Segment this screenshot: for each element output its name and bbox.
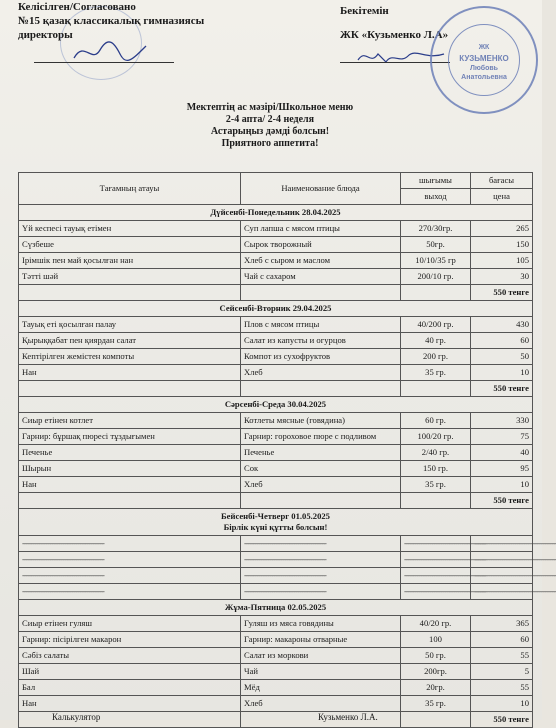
dish-price: 50: [471, 349, 533, 365]
dish-yield: 60 гр.: [401, 413, 471, 429]
company-stamp: [430, 6, 538, 114]
dish-yield: 10/10/35 гр: [401, 253, 471, 269]
col-price-kz: бағасы: [471, 173, 533, 189]
table-row: [19, 413, 533, 429]
dish-yield: 40/200 гр.: [401, 317, 471, 333]
dish-name-ru: Мёд: [241, 680, 401, 696]
dash-cell: --------------------------------------------: [471, 536, 533, 552]
empty-cell: [19, 493, 241, 509]
dish-name-ru: Чай с сахаром: [241, 269, 401, 285]
table-row: [19, 221, 533, 237]
dish-name-kz: Гарнир: бұршақ пюресі тұздығымен: [19, 429, 241, 445]
col-ru-name: Наименование блюда: [241, 173, 401, 205]
dish-yield: 100/20 гр.: [401, 429, 471, 445]
menu-greeting-ru: Приятного аппетита!: [221, 138, 319, 149]
day-header-row: [19, 301, 533, 317]
day-title-text: Сейсенбі-Вторник 29.04.2025: [219, 303, 332, 313]
dash-cell: --------------------------------------------: [241, 536, 401, 552]
empty-cell: [241, 381, 401, 397]
dish-name-kz: Сиыр етінен котлет: [19, 413, 241, 429]
approved-label: Келісілген/Согласовано: [18, 1, 136, 13]
dish-price: 10: [471, 696, 533, 712]
table-row: [19, 445, 533, 461]
dish-name-kz: Нан: [19, 365, 241, 381]
dish-price: 430: [471, 317, 533, 333]
dish-price: 55: [471, 680, 533, 696]
table-row: [19, 648, 533, 664]
dish-price: 105: [471, 253, 533, 269]
empty-cell: [401, 712, 471, 728]
dish-yield: 270/30гр.: [401, 221, 471, 237]
dish-price: 30: [471, 269, 533, 285]
dish-price: 10: [471, 365, 533, 381]
dish-price: 330: [471, 413, 533, 429]
dish-name-ru: Суп лапша с мясом птицы: [241, 221, 401, 237]
dish-name-ru: Котлеты мясные (говядина): [241, 413, 401, 429]
table-row: [19, 365, 533, 381]
day-title: [19, 397, 533, 413]
dish-name-ru: Салат из моркови: [241, 648, 401, 664]
dash-cell: --------------------------------------------: [471, 552, 533, 568]
table-row: [19, 269, 533, 285]
dash-cell: --------------------------------------------: [401, 568, 471, 584]
empty-cell: [401, 381, 471, 397]
school-name: №15 қазақ классикалық гимназиясы: [18, 15, 205, 27]
day-total: 550 тенге: [471, 493, 533, 509]
day-title-text: Бейсенбі-Четверг 01.05.2025: [221, 511, 330, 521]
day-title: [19, 600, 533, 616]
dish-price: 150: [471, 237, 533, 253]
menu-table: [18, 172, 556, 728]
dash-cell: --------------------------------------------: [241, 552, 401, 568]
dish-price: 5: [471, 664, 533, 680]
table-row: [19, 461, 533, 477]
menu-greeting-kz: Астарыңыз дәмді болсын!: [210, 126, 330, 137]
empty-cell: [401, 285, 471, 301]
dish-name-kz: Сиыр етінен гуляш: [19, 616, 241, 632]
dish-yield: 35 гр.: [401, 365, 471, 381]
dash-cell: --------------------------------------------: [401, 552, 471, 568]
dish-name-kz: Сүзбеше: [19, 237, 241, 253]
dish-price: 10: [471, 477, 533, 493]
dish-name-kz: Печенье: [19, 445, 241, 461]
table-header-row: [19, 173, 533, 189]
day-header-row: [19, 509, 533, 536]
dish-name-kz: Нан: [19, 696, 241, 712]
dish-name-kz: Қырыққабат пен қиярдан салат: [19, 333, 241, 349]
menu-body: [19, 205, 556, 728]
dash-cell: --------------------------------------------: [19, 536, 241, 552]
dish-price: 95: [471, 461, 533, 477]
day-header-row: [19, 205, 533, 221]
empty-cell: [19, 285, 241, 301]
dish-yield: 2/40 гр.: [401, 445, 471, 461]
dish-yield: 200/10 гр.: [401, 269, 471, 285]
dish-name-ru: Плов с мясом птицы: [241, 317, 401, 333]
total-row: [19, 493, 533, 509]
dash-cell: --------------------------------------------: [471, 568, 533, 584]
table-row: [19, 616, 533, 632]
footer-calculator: Калькулятор: [52, 712, 101, 722]
dish-yield: 40/20 гр.: [401, 616, 471, 632]
dish-yield: 35 гр.: [401, 696, 471, 712]
dish-name-ru: Чай: [241, 664, 401, 680]
day-title-text: Сәрсенбі-Среда 30.04.2025: [224, 399, 327, 409]
dish-name-ru: Салат из капусты и огурцов: [241, 333, 401, 349]
dish-name-ru: Гуляш из мяса говядины: [241, 616, 401, 632]
dash-cell: --------------------------------------------: [19, 552, 241, 568]
menu-week: 2-4 апта/ 2-4 неделя: [225, 114, 315, 125]
stamp-text: Любовь: [469, 65, 498, 72]
dish-yield: 100: [401, 632, 471, 648]
approval-block-right: [340, 4, 448, 42]
entrepreneur-name: ЖК «Кузьменко Л.А»: [340, 29, 449, 41]
dish-name-kz: Шырын: [19, 461, 241, 477]
menu-title-line: Мектептің ас мәзірі/Школьное меню: [186, 102, 354, 113]
empty-cell: [241, 493, 401, 509]
dish-name-ru: Сырок творожный: [241, 237, 401, 253]
dish-name-kz: Үй кеспесі тауық етімен: [19, 221, 241, 237]
dish-name-ru: Гарнир: гороховое пюре с подливом: [241, 429, 401, 445]
empty-cell: [241, 285, 401, 301]
day-header-row: [19, 600, 533, 616]
dish-price: 40: [471, 445, 533, 461]
day-title-text: Жұма-Пятница 02.05.2025: [224, 602, 327, 612]
stamp-text: ЖК: [478, 44, 490, 51]
signature-line-left: [34, 62, 174, 63]
dish-yield: 200гр.: [401, 664, 471, 680]
table-row: [19, 632, 533, 648]
day-title: [19, 509, 533, 536]
dish-name-kz: Сәбіз салаты: [19, 648, 241, 664]
total-row: [19, 285, 533, 301]
table-row: [19, 237, 533, 253]
dash-cell: --------------------------------------------: [401, 584, 471, 600]
day-total: 550 тенге: [471, 381, 533, 397]
col-price-ru: цена: [471, 189, 533, 205]
stamp-text: КУЗЬМЕНКО: [459, 54, 509, 63]
dish-name-kz: Гарнир: пісірілген макарон: [19, 632, 241, 648]
dash-cell: --------------------------------------------: [471, 584, 533, 600]
dish-yield: 50 гр.: [401, 648, 471, 664]
dish-name-kz: Нан: [19, 477, 241, 493]
dish-name-kz: Кептірілген жемістен компоты: [19, 349, 241, 365]
dish-yield: 200 гр.: [401, 349, 471, 365]
day-total: 550 тенге: [471, 285, 533, 301]
dish-yield: 50гр.: [401, 237, 471, 253]
dish-name-kz: Тәтті шәй: [19, 269, 241, 285]
dash-cell: --------------------------------------------: [241, 568, 401, 584]
empty-cell: [401, 493, 471, 509]
dish-yield: 150 гр.: [401, 461, 471, 477]
empty-cell: [19, 381, 241, 397]
table-row-empty: [19, 536, 533, 552]
dish-price: 365: [471, 616, 533, 632]
dish-price: 55: [471, 648, 533, 664]
dish-price: 75: [471, 429, 533, 445]
dish-price: 60: [471, 333, 533, 349]
table-row: [19, 680, 533, 696]
dash-cell: --------------------------------------------: [19, 584, 241, 600]
table-row: [19, 477, 533, 493]
dish-yield: 20гр.: [401, 680, 471, 696]
col-yield-ru: выход: [401, 189, 471, 205]
dish-name-ru: Сок: [241, 461, 401, 477]
table-row: [19, 429, 533, 445]
table-row: [19, 333, 533, 349]
footer-signer: Кузьменко Л.А.: [318, 712, 378, 722]
dish-name-ru: Печенье: [241, 445, 401, 461]
dash-cell: --------------------------------------------: [401, 536, 471, 552]
day-header-row: [19, 397, 533, 413]
table-row-empty: [19, 584, 533, 600]
dish-price: 60: [471, 632, 533, 648]
stamp-text: Анатольевна: [461, 74, 507, 81]
table-row: [19, 664, 533, 680]
col-yield-kz: шығымы: [401, 173, 471, 189]
total-row: [19, 381, 533, 397]
dish-name-ru: Хлеб с сыром и маслом: [241, 253, 401, 269]
table-row-empty: [19, 568, 533, 584]
dish-yield: 40 гр.: [401, 333, 471, 349]
col-kz-name: Тағамның атауы: [19, 173, 241, 205]
dish-name-ru: Хлеб: [241, 365, 401, 381]
dish-yield: 35 гр.: [401, 477, 471, 493]
table-row: [19, 349, 533, 365]
day-title-text: Дүйсенбі-Понедельник 28.04.2025: [210, 207, 341, 217]
director-label: директоры: [18, 29, 73, 41]
menu-title: [150, 102, 390, 150]
day-subtitle: Бірлік күні құтты болсын!: [223, 522, 328, 532]
day-total: 550 тенге: [471, 712, 533, 728]
dish-name-ru: Хлеб: [241, 696, 401, 712]
confirm-label: Бекітемін: [340, 5, 389, 17]
dish-name-kz: Ірімшік пен май қосылған нан: [19, 253, 241, 269]
dish-name-kz: Тауық еті қосылған палау: [19, 317, 241, 333]
dish-name-kz: Шай: [19, 664, 241, 680]
table-row: [19, 696, 533, 712]
dish-name-ru: Хлеб: [241, 477, 401, 493]
table-row: [19, 253, 533, 269]
table-row: [19, 317, 533, 333]
dish-name-ru: Компот из сухофруктов: [241, 349, 401, 365]
dish-name-ru: Гарнир: макароны отварные: [241, 632, 401, 648]
dash-cell: --------------------------------------------: [19, 568, 241, 584]
day-title: [19, 205, 533, 221]
day-title: [19, 301, 533, 317]
dish-name-kz: Бал: [19, 680, 241, 696]
table-row-empty: [19, 552, 533, 568]
dish-price: 265: [471, 221, 533, 237]
dash-cell: --------------------------------------------: [241, 584, 401, 600]
